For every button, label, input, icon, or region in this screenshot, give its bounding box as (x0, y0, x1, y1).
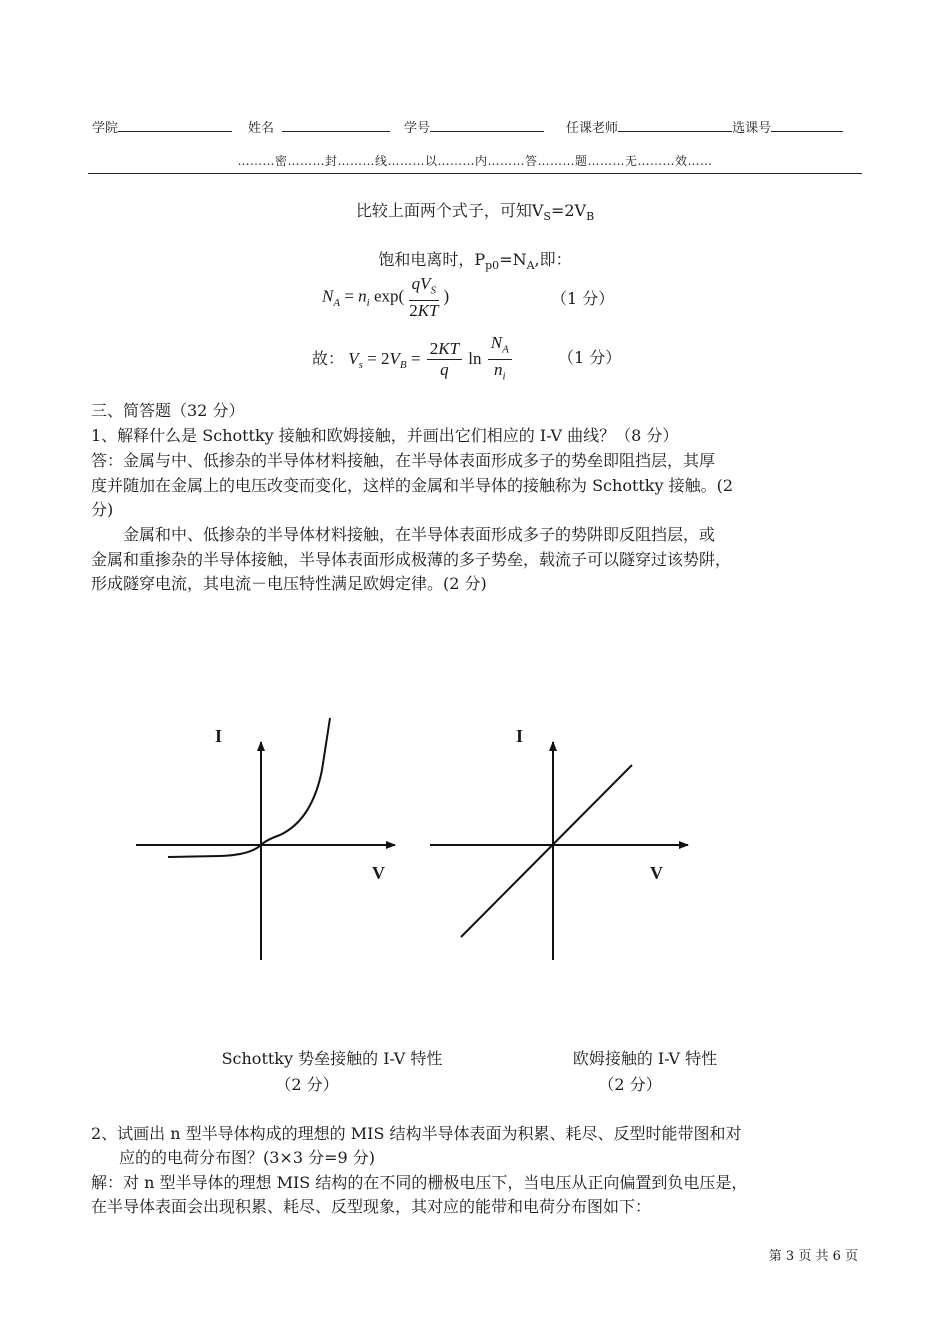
answer-1-line-2: 度并随加在金属上的电压改变而变化，这样的金属和半导体的接触称为 Schottky 接触。(2 (91, 476, 734, 495)
question-2-line-1: 2、试画出 n 型半导体构成的理想的 MIS 结构半导体表面为积累、耗尽、反型时能带图和对 (91, 1124, 742, 1143)
answer-1b-line-2: 金属和重掺杂的半导体接触，半导体表面形成极薄的多子势垒，载流子可以隧穿过该势阱， (91, 550, 732, 569)
ohmic-y-label: I (516, 726, 524, 746)
answer-2-line-2: 在半导体表面会出现积累、耗尽、反型现象，其对应的能带和电荷分布图如下： (91, 1197, 652, 1216)
ohmic-x-label: V (650, 863, 663, 883)
course-no-label: 选课号 (732, 121, 772, 136)
answer-1-line-3: 分) (91, 500, 114, 519)
schottky-graph (136, 718, 395, 960)
ohmic-iv-line (461, 765, 632, 937)
schottky-x-label: V (372, 863, 385, 883)
answer-1-line-1: 答：金属与中、低掺杂的半导体材料接触，在半导体表面形成多子的势垒即阻挡层，其厚 (91, 451, 716, 470)
equation-vs-score: （1 分） (558, 348, 622, 367)
seal-line-text: ………密………封………线………以………内………答………题………无………效…… (237, 154, 713, 168)
ohmic-score: （2 分） (598, 1075, 662, 1094)
name-label: 姓名 (248, 121, 275, 136)
college-label: 学院 (92, 121, 119, 136)
answer-2-line-1: 解：对 n 型半导体的理想 MIS 结构的在不同的栅极电压下，当电压从正向偏置到负电压是， (91, 1173, 748, 1192)
student-id-label: 学号 (404, 121, 431, 136)
schottky-iv-curve (168, 718, 330, 857)
section-heading: 三、简答题（32 分） (91, 401, 245, 420)
equation-na: $N_A = n_i$ exp( $\frac{qV_S}{2KT}$ ) (322, 274, 450, 321)
equation-vs: 故： $V_s = 2V_B$ = $\frac{2KT}{q}$ ln $\frac{N_A}{n_i}$ (312, 333, 514, 387)
ohmic-graph (430, 742, 688, 960)
page-number: 第 3 页 共 6 页 (768, 1249, 858, 1264)
ohmic-caption: 欧姆接触的 I-V 特性 (572, 1049, 718, 1068)
answer-1b-line-3: 形成隧穿电流，其电流－电压特性满足欧姆定律。(2 分) (91, 574, 487, 593)
teacher-label: 任课老师 (566, 121, 619, 136)
compare-line: 比较上面两个式子，可知$V_S=2V_B$ (355, 201, 595, 224)
question-2-line-2: 应的的电荷分布图？(3×3 分=9 分) (119, 1148, 376, 1167)
answer-1b-line-1: 金属和中、低掺杂的半导体材料接触，在半导体表面形成多子的势阱即反阻挡层，或 (123, 525, 716, 544)
equation-na-score: （1 分） (551, 289, 615, 308)
question-1: 1、解释什么是 Schottky 接触和欧姆接触，并画出它们相应的 I-V 曲线？（8 分） (91, 426, 679, 445)
schottky-y-label: I (215, 726, 223, 746)
schottky-caption: Schottky 势垒接触的 I-V 特性 (221, 1049, 443, 1068)
schottky-score: （2 分） (275, 1075, 339, 1094)
saturation-line: 饱和电离时，$P_{p0}=N_A$,即： (378, 250, 572, 273)
